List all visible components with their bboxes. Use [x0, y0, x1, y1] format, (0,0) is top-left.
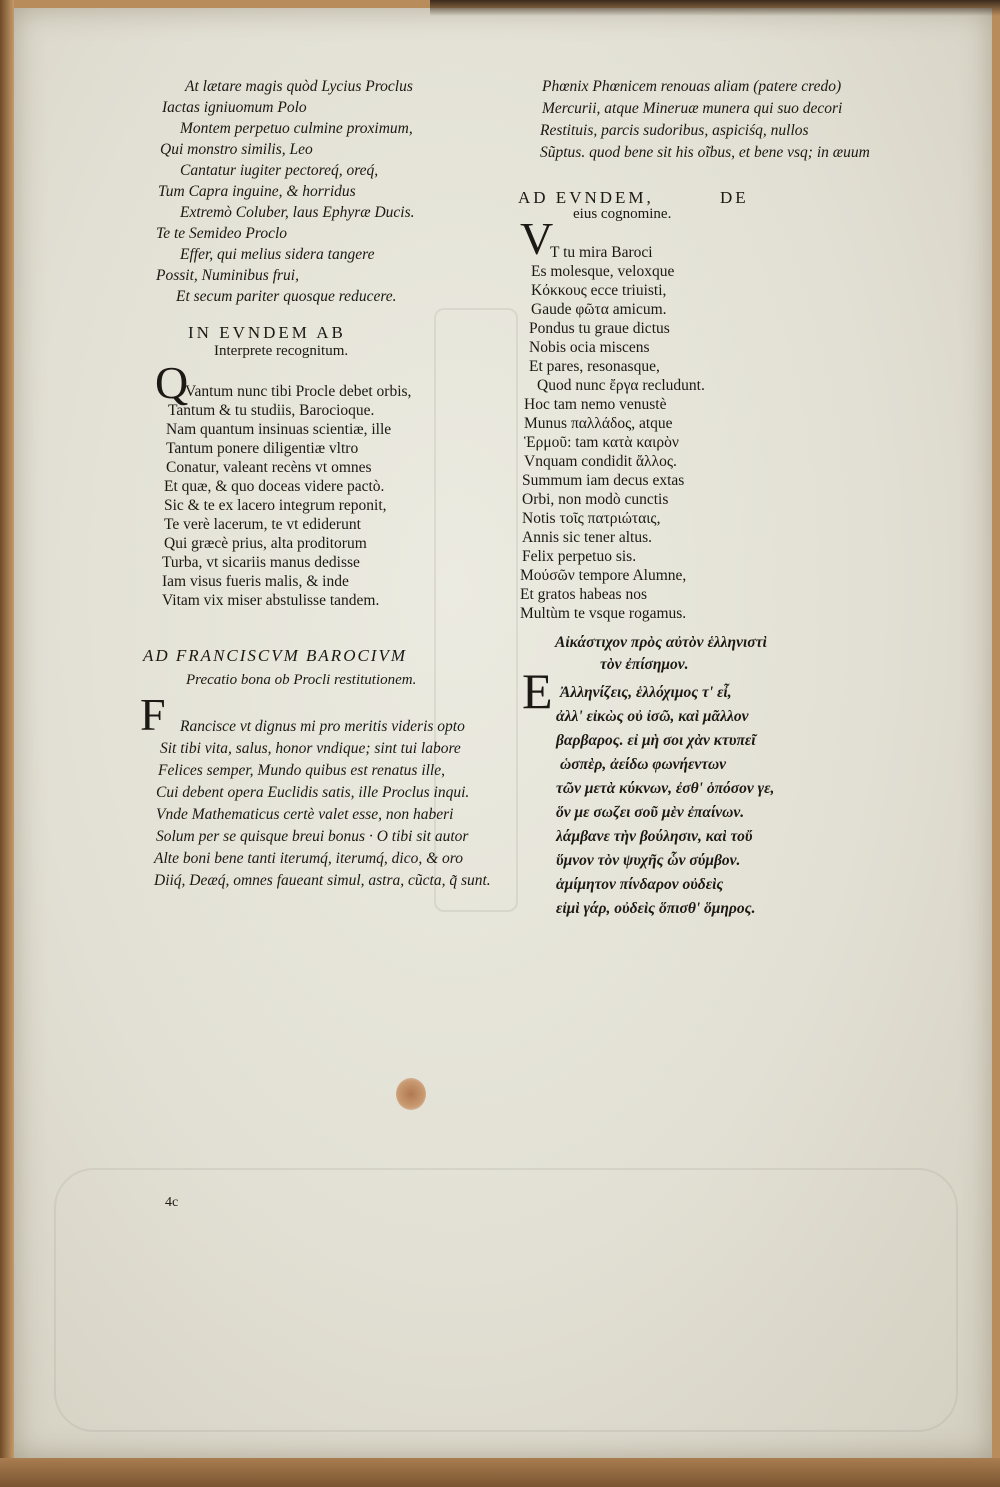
verse-line: Summum iam decus extas [522, 472, 685, 489]
verse-line: Munus παλλάδος, atque [524, 415, 673, 432]
greek-verse-line: ὡσπὲρ, ἀείδω φωνήεντων [560, 756, 727, 773]
verse-line: Vantum nunc tibi Procle debet orbis, [185, 383, 412, 400]
section-heading: Αἰκάστιχον πρὸς αὐτὸν ἑλληνιστὶ [555, 634, 767, 651]
verse-line: Gaude φῶτα amicum. [531, 301, 667, 318]
book-spine-edge [0, 0, 14, 1487]
top-edge-shadow [430, 0, 1000, 16]
verse-line: Annis sic tener altus. [522, 529, 653, 546]
greek-verse-line: Ἀλληνίζεις, ἑλλόχιμος τ' εἶ, [560, 684, 732, 701]
verse-line: Felix perpetuo sis. [522, 548, 637, 565]
poem-line: Montem perpetuo culmine proximum, [180, 120, 413, 137]
verse-line: Orbi, non modò cunctis [522, 491, 669, 508]
verse-line: Sic & te ex lacero integrum reponit, [164, 497, 387, 514]
verse-line: Sit tibi vita, salus, honor vndique; sint tui labore [160, 740, 461, 757]
greek-verse-line: εἰμὶ γάρ, οὐδεὶς ὅπισθ' ὅμηρος. [556, 900, 756, 917]
poem-line: Mercurii, atque Mineruæ munera qui suo decori [542, 100, 843, 117]
poem-line: Et secum pariter quosque reducere. [176, 288, 397, 305]
verse-line: Te verè lacerum, te vt ediderunt [164, 516, 361, 533]
verse-line: Qui græcè prius, alta proditorum [164, 535, 367, 552]
verse-line: Solum per se quisque breui bonus · O tibi sit autor [156, 828, 469, 845]
section-heading-continued: DE [720, 188, 749, 207]
greek-verse-line: λάμβανε τὴν βούλησιν, καὶ τοὔ [556, 828, 753, 845]
verse-line: Vnde Mathematicus certè valet esse, non haberi [156, 806, 454, 823]
verse-line: Multùm te vsque rogamus. [520, 605, 687, 622]
poem-line: Qui monstro similis, Leo [160, 141, 313, 158]
verse-line: T tu mira Baroci [550, 244, 653, 261]
drop-cap: E [522, 663, 553, 719]
verse-line: Cui debent opera Euclidis satis, ille Proclus inqui. [156, 784, 470, 801]
poem-line: Effer, qui melius sidera tangere [180, 246, 375, 263]
greek-verse-line: τῶν μετὰ κύκνων, ἐσθ' ὁπόσον γε, [556, 780, 775, 797]
poem-line: At lætare magis quòd Lycius Proclus [185, 78, 413, 95]
poem-line: Extremò Coluber, laus Ephyræ Ducis. [180, 204, 415, 221]
verse-line: Conatur, valeant recèns vt omnes [166, 459, 372, 476]
signature-mark: 4c [165, 1195, 179, 1210]
verse-line: Et pares, resonasque, [529, 358, 660, 375]
verse-line: Vnquam condidit ἄλλος. [524, 453, 677, 470]
drop-cap: F [140, 689, 166, 740]
greek-verse-line: βαρβαρος. εἰ μὴ σοι χὰν κτυπεῖ [556, 732, 756, 749]
verse-line: Et quæ, & quo doceas videre pactò. [164, 478, 385, 495]
verse-line: Nam quantum insinuas scientiæ, ille [166, 421, 392, 438]
verse-line: Tantum ponere diligentiæ vltro [166, 440, 359, 457]
verse-line: Nobis ocia miscens [529, 339, 650, 356]
section-subheading: eius cognomine. [573, 206, 672, 222]
verse-line: Iam visus fueris malis, & inde [162, 573, 349, 590]
verse-line: Et gratos habeas nos [520, 586, 647, 603]
poem-line: Restituis, parcis sudoribus, aspiciśq, nullos [540, 122, 809, 139]
section-heading: AD FRANCISCVM BAROCIVM [143, 646, 408, 665]
verse-line: Vitam vix miser abstulisse tandem. [162, 592, 380, 609]
verse-line: Notis τοῖς πατριώταις, [522, 510, 661, 527]
section-heading: IN EVNDEM AB [188, 323, 346, 342]
verse-line: Turba, vt sicariis manus dedisse [162, 554, 360, 571]
greek-verse-line: ὕμνον τὸν ψυχῆς ὧν σύμβον. [556, 852, 741, 869]
poem-line: Sũptus. quod bene sit his oĩbus, et bene vsq; in æuum [540, 144, 870, 161]
verse-line: Quod nunc ἔργα recludunt. [537, 377, 705, 394]
greek-verse-line: ἀλλ' εἰκὼς οὐ ἰσῶ, καὶ μᾶλλον [556, 708, 749, 725]
drop-cap: Q [155, 357, 189, 408]
greek-verse-line: ἁμίμητον πίνδαρον οὐδεὶς [556, 876, 724, 893]
section-heading: AD EVNDEM, [518, 188, 654, 207]
section-subheading: Interprete recognitum. [214, 343, 349, 359]
verse-line: Pondus tu graue dictus [529, 320, 670, 337]
poem-line: Phœnix Phœnicem renouas aliam (patere credo) [542, 78, 842, 95]
verse-line: Alte boni bene tanti iterumq́, iterumq́, dico, & oro [154, 850, 463, 867]
poem-line: Te te Semideo Proclo [156, 225, 288, 242]
drop-cap: V [520, 213, 554, 264]
book-bottom-edge [0, 1458, 1000, 1487]
verse-line: Rancisce vt dignus mi pro meritis videris opto [180, 718, 465, 735]
verse-line: Κόκκους ecce triuisti, [531, 282, 667, 299]
poem-line: Possit, Numinibus frui, [156, 267, 299, 284]
poem-line: Cantatur iugiter pectoreq́, oreq́, [180, 162, 379, 179]
section-heading-continued: τὸν ἐπίσημον. [600, 656, 689, 673]
verse-line: Hoc tam nemo venustè [524, 396, 667, 413]
section-subheading: Precatio bona ob Procli restitutionem. [186, 672, 417, 688]
poem-line: Iactas igniuomum Polo [162, 99, 307, 116]
greek-verse-line: ὅν με σωζει σοῦ μὲν ἐπαίνων. [556, 804, 745, 821]
show-through-ornament [54, 1168, 958, 1432]
verse-line: Tantum & tu studiis, Barocioque. [168, 402, 375, 419]
verse-line: Felices semper, Mundo quibus est renatus ille, [158, 762, 445, 779]
verse-line: Es molesque, veloxque [531, 263, 675, 280]
verse-line: Μούσῶν tempore Alumne, [520, 567, 687, 584]
verse-line: Ἑρμοῦ: tam κατὰ καιρὸν [524, 434, 679, 451]
paper-stain [396, 1078, 426, 1110]
verse-line: Diiq́, Deæq́, omnes faueant simul, astra, cũcta, q̃ sunt. [154, 872, 491, 889]
poem-line: Tum Capra inguine, & horridus [158, 183, 356, 200]
